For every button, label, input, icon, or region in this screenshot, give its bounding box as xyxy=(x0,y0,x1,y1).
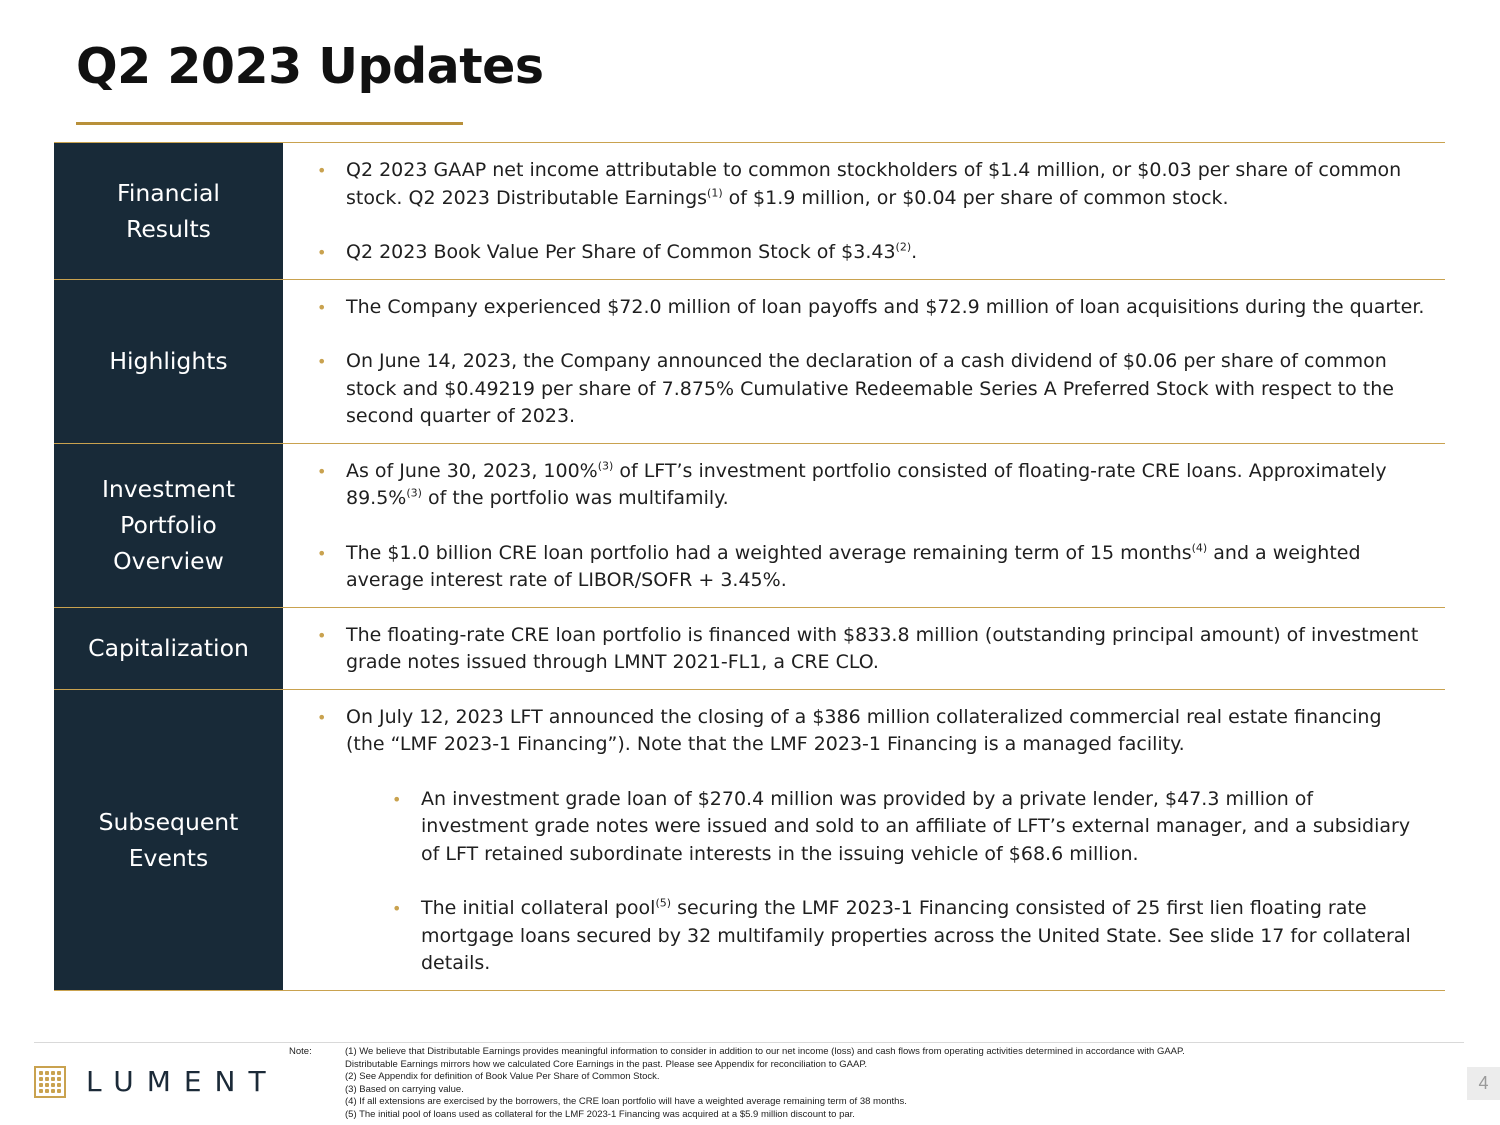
section-label: Subsequent Events xyxy=(54,690,283,990)
bullet-text: On June 14, 2023, the Company announced the declaration of a cash dividend of $0.06 per share of common stock and $0.49219 per share of 7.875% Cumulative Redeemable Series A Preferred Stock with respect to the second quarter of 2023. xyxy=(346,350,1394,427)
bullet-text: The initial collateral pool$^{(5)}$ securing the LMF 2023-1 Financing consisted of 25 first lien floating rate mortgage loans secured by 32 multifamily properties across the United State. See slide 17 for collateral details. xyxy=(421,896,1411,974)
bullet-text: As of June 30, 2023, 100%$^{(3)}$ of LFT’s investment portfolio consisted of floating-rate CRE loans. Approximately 89.5%$^{(3)}$ of the portfolio was multifamily. xyxy=(346,459,1387,509)
footnotes xyxy=(345,1046,1405,1121)
bullet-icon: • xyxy=(392,789,402,809)
logo-mark-icon xyxy=(34,1066,66,1098)
bullet-text: The Company experienced $72.0 million of loan payoffs and $72.9 million of loan acquisitions during the quarter. xyxy=(346,295,1425,318)
section-content xyxy=(283,280,1445,443)
logo-text: LUMENT xyxy=(86,1065,279,1098)
bullet-item xyxy=(317,239,1425,267)
section-row-financial-results xyxy=(54,143,1445,280)
bullet-icon: • xyxy=(317,707,327,727)
bullet-text: The floating-rate CRE loan portfolio is financed with $833.8 million (outstanding principal amount) of investment grade notes issued through LMNT 2021-FL1, a CRE CLO. xyxy=(346,623,1419,673)
bullet-icon: • xyxy=(317,243,327,262)
title-underline xyxy=(76,122,463,125)
section-label: Capitalization xyxy=(54,608,283,689)
bullet-item xyxy=(317,622,1425,677)
footnote-line: (1) We believe that Distributable Earnings provides meaningful information to consider in addition to our net income (loss) and cash flows from operating activities determined in accordance with GAAP. xyxy=(345,1046,1185,1057)
bullet-item xyxy=(317,348,1425,431)
bullet-text: The $1.0 billion CRE loan portfolio had a weighted average remaining term of 15 months$^{(4)}$ and a weighted average interest rate of LIBOR/SOFR + 3.45%. xyxy=(346,541,1361,591)
lument-logo xyxy=(34,1065,279,1098)
sub-bullet-item xyxy=(392,786,1425,869)
bullet-item xyxy=(317,458,1425,513)
section-label: Highlights xyxy=(54,280,283,443)
bullet-text: On July 12, 2023 LFT announced the closing of a $386 million collateralized commercial real estate financing (the “LMF 2023-1 Financing”). Note that the LMF 2023-1 Financing is a managed facility. xyxy=(346,705,1382,755)
bullet-item xyxy=(317,157,1425,212)
bullet-icon: • xyxy=(317,161,327,180)
bullet-text: An investment grade loan of $270.4 million was provided by a private lender, $47.3 million of investment grade notes were issued and sold to an affiliate of LFT’s external manager, and a subsidiary of LFT retained subordinate interests in the issuing vehicle of $68.6 million. xyxy=(421,787,1411,865)
note-label: Note: xyxy=(289,1046,312,1057)
section-row-highlights xyxy=(54,280,1445,444)
bullet-icon: • xyxy=(317,625,327,645)
bullet-item xyxy=(317,294,1425,322)
updates-table xyxy=(54,142,1445,991)
footnote-line: (4) If all extensions are exercised by the borrowers, the CRE loan portfolio will have a weighted average remaining term of 38 months. xyxy=(345,1096,907,1107)
section-row-subsequent-events xyxy=(54,690,1445,991)
page-number: 4 xyxy=(1467,1067,1500,1100)
bullet-text: Q2 2023 GAAP net income attributable to common stockholders of $1.4 million, or $0.03 per share of common stock. Q2 2023 Distributable Earnings$^{(1)}$ of $1.9 million, or $0.04 per share of common stock. xyxy=(346,159,1402,209)
section-content xyxy=(283,143,1445,279)
bullet-icon: • xyxy=(317,352,327,371)
bullet-icon: • xyxy=(317,543,327,563)
footnote-line: (2) See Appendix for definition of Book Value Per Share of Common Stock. xyxy=(345,1071,660,1082)
section-content xyxy=(283,690,1445,990)
bullet-item xyxy=(317,540,1425,595)
bullet-icon: • xyxy=(317,461,327,481)
page-title: Q2 2023 Updates xyxy=(76,38,544,95)
footnote-line: (3) Based on carrying value. xyxy=(345,1083,464,1095)
section-row-investment-portfolio-overview xyxy=(54,444,1445,608)
bullet-icon: • xyxy=(392,899,402,918)
bullet-item xyxy=(317,704,1425,759)
sub-bullet-item xyxy=(392,895,1425,978)
bullet-text: Q2 2023 Book Value Per Share of Common Stock of $3.43$^{(2)}$. xyxy=(346,240,918,263)
footer-divider xyxy=(34,1042,1464,1043)
section-content xyxy=(283,608,1445,689)
section-row-capitalization xyxy=(54,608,1445,690)
section-content xyxy=(283,444,1445,607)
section-label: Financial Results xyxy=(54,143,283,279)
footnote-line: Distributable Earnings mirrors how we calculated Core Earnings in the past. Please see Appendix for reconciliation to GAAP. xyxy=(345,1058,868,1070)
footnote-line: (5) The initial pool of loans used as collateral for the LMF 2023-1 Financing was acquired at a $5.9 million discount to par. xyxy=(345,1108,855,1120)
section-label: Investment Portfolio Overview xyxy=(54,444,283,607)
bullet-icon: • xyxy=(317,297,327,317)
